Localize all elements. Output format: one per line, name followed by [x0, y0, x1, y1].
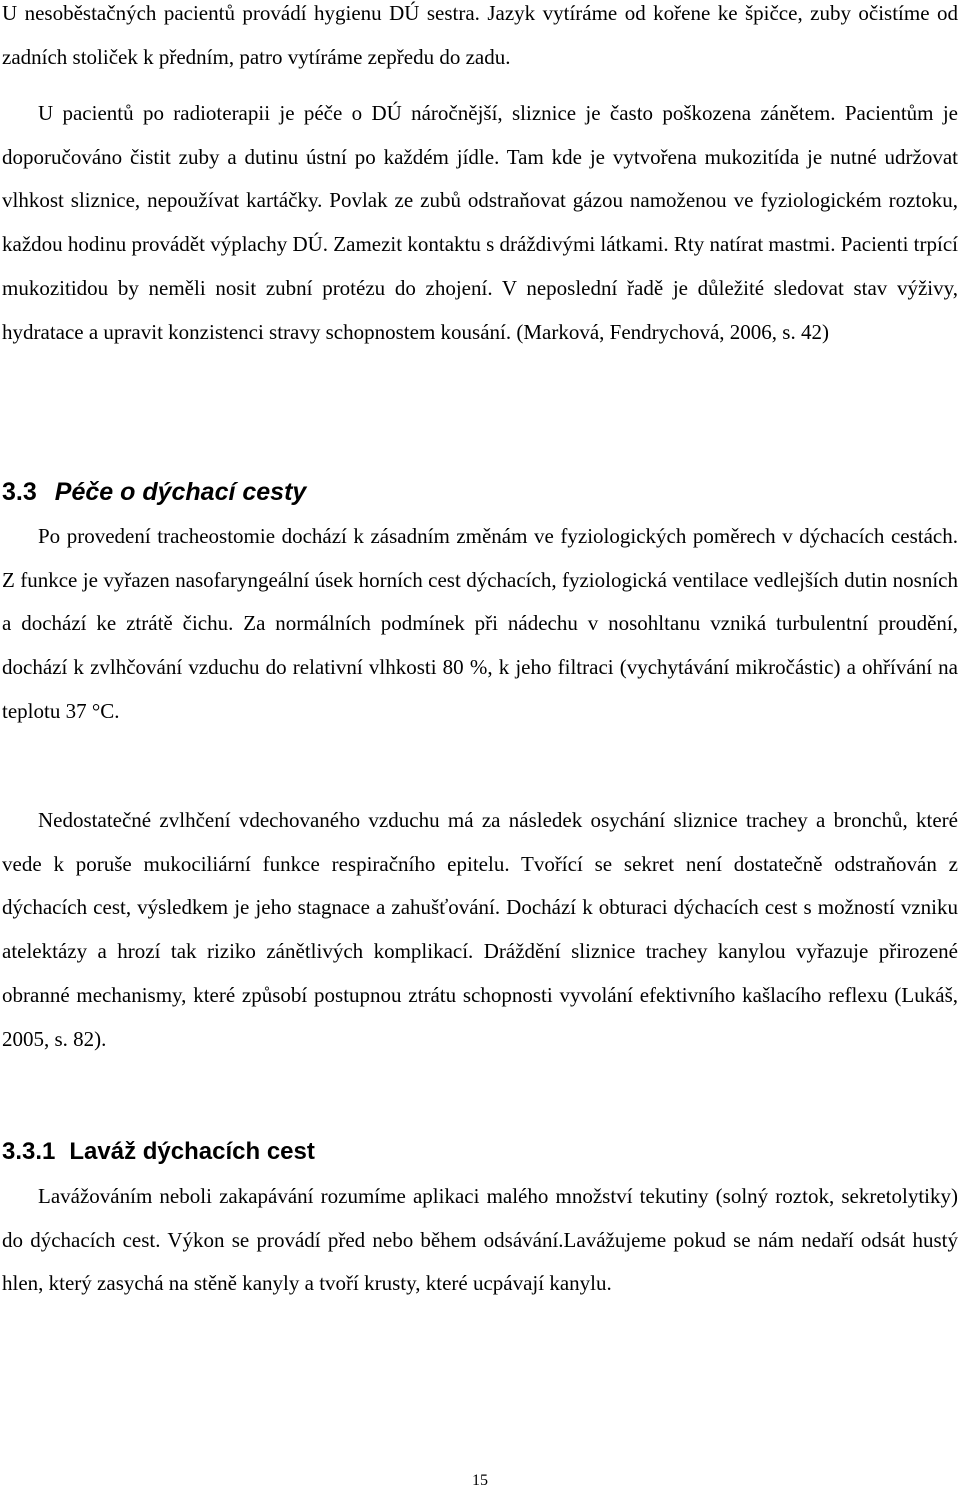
paragraph-oral-hygiene: U nesoběstačných pacientů provádí hygienu DÚ sestra. Jazyk vytíráme od kořene ke špičce, zuby očistíme od zadních stoliček k předním, patro vytíráme zepředu do zadu. [2, 1, 958, 69]
section-heading [2, 478, 306, 507]
paragraph-radiotherapy-care: U pacientů po radioterapii je péče o DÚ náročnější, sliznice je často poškozena zánětem. Pacientům je doporučováno čistit zuby a dutinu ústní po každém jídle. Tam kde je vytvořena mukozitída je nutné udržovat vlhkost sliznice, nepoužívat kartáčky. Povlak ze zubů odstraňovat gázou namoženou ve fyziologickém roztoku, každou hodinu provádět výplachy DÚ. Zamezit kontaktu s dráždivými látkami. Rty natírat mastmi. Pacienti trpící mukozitidou by neměli nosit zubní protézu do zhojení. V neposlední řadě je důležité sledovat stav výživy, hydratace a upravit konzistenci stravy schopnostem kousání. (Marková, Fendrychová, 2006, s. 42) [2, 101, 958, 344]
paragraph-humidification: Nedostatečné zvlhčení vdechovaného vzduchu má za následek osychání sliznice trachey a bronchů, které vede k poruše mukociliární funkce respiračního epitelu. Tvořící se sekret není dostatečně odstraňován z dýchacích cest, výsledkem je jeho stagnace a zahušťování. Dochází k obturaci dýchacích cest s možností vzniku atelektázy a hrozí tak riziko zánětlivých komplikací. Dráždění sliznice trachey kanylou vyřazuje přirozené obranné mechanismy, které způsobí postupnou ztrátu schopnosti vyvolání efektivního kašlacího reflexu (Lukáš, 2005, s. 82). [2, 808, 958, 1051]
subsection-title: Laváž dýchacích cest [69, 1138, 315, 1165]
section-number: 3.3 [2, 478, 37, 506]
paragraph-lavage: Lavážováním neboli zakapávání rozumíme aplikaci malého množství tekutiny (solný roztok, sekretolytiky) do dýchacích cest. Výkon se provádí před nebo během odsávání.Lavážujeme pokud se nám nedaří odsát hustý hlen, který zasychá na stěně kanyly a tvoří krusty, které ucpávají kanylu. [2, 1184, 958, 1296]
subsection-number: 3.3.1 [2, 1138, 56, 1165]
section-title: Péče o dýchací cesty [54, 478, 307, 506]
subsection-heading [2, 1138, 315, 1166]
page-number: 15 [472, 1472, 488, 1489]
paragraph-tracheostomy-changes: Po provedení tracheostomie dochází k zásadním změnám ve fyziologických poměrech v dýchacích cestách. Z funkce je vyřazen nasofaryngeální úsek horních cest dýchacích, fyziologická ventilace vedlejších dutin nosních a dochází ke ztrátě čichu. Za normálních podmínek při nádechu v nosohltanu vzniká turbulentní proudění, dochází k zvlhčování vzduchu do relativní vlhkosti 80 %, k jeho filtraci (vychytávání mikročástic) a ohřívání na teplotu 37 °C. [2, 524, 958, 723]
